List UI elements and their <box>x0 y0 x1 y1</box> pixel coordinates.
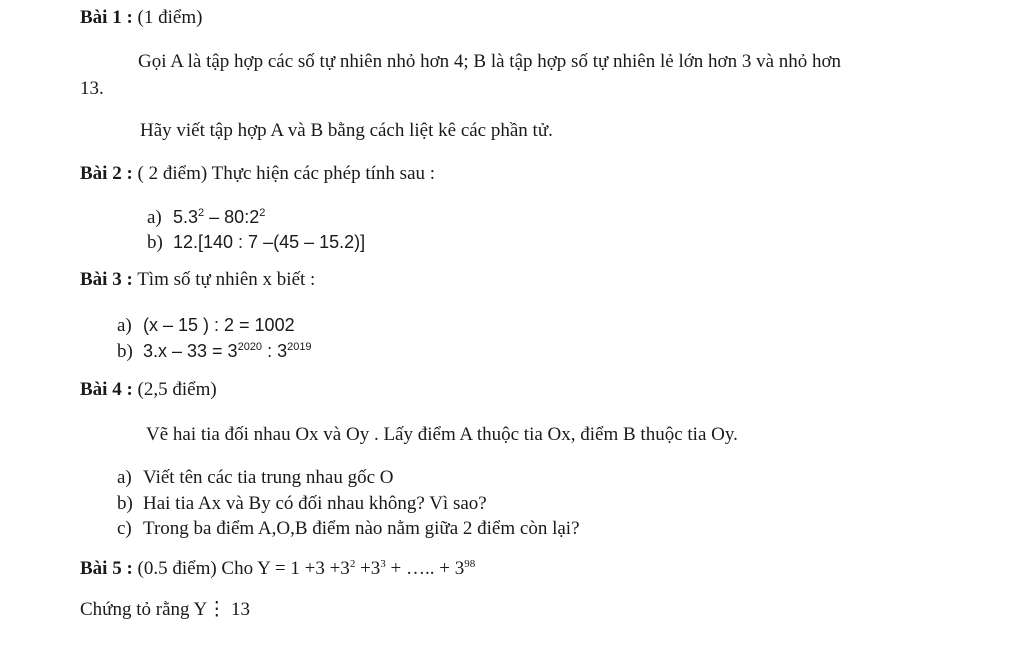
expr-part: 5.3 <box>173 207 199 227</box>
bai2-title: Bài 2 : <box>80 163 133 184</box>
bai1-paragraph-1-cont: 13. <box>80 78 104 99</box>
bai2-heading <box>80 164 435 183</box>
bai3-item-a <box>117 316 295 335</box>
bai4-description: Vẽ hai tia đối nhau Ox và Oy . Lấy điểm A thuộc tia Ox, điểm B thuộc tia Oy. <box>146 424 738 445</box>
bai4-item-b <box>117 494 487 513</box>
bai4-item-a-label: a) <box>117 467 132 488</box>
expr-part: – 80:2 <box>204 207 260 227</box>
bai3-item-b-label: b) <box>117 341 133 362</box>
expr-part: 3.x – 33 = 3 <box>143 341 238 361</box>
bai4-item-a-text: Viết tên các tia trung nhau gốc O <box>143 467 394 488</box>
exponent: 2 <box>259 207 266 219</box>
bai2-item-a <box>147 208 265 227</box>
bai2-item-b <box>147 233 365 252</box>
bai4-item-c-text: Trong ba điểm A,O,B điểm nào nằm giữa 2 điểm còn lại? <box>143 518 580 539</box>
bai1-title: Bài 1 : <box>80 7 133 28</box>
bai4-item-c <box>117 519 580 538</box>
bai3-title: Bài 3 : <box>80 269 133 290</box>
expr-part: +3 <box>355 558 381 579</box>
bai5-statement <box>138 558 476 579</box>
expr-part: (0.5 điểm) Cho Y = 1 +3 +3 <box>137 558 350 579</box>
bai3-item-a-expr: (x – 15 ) : 2 = 1002 <box>143 315 295 335</box>
exponent: 2019 <box>287 341 312 353</box>
bai2-item-a-label: a) <box>147 207 162 228</box>
bai5-title: Bài 5 : <box>80 558 133 579</box>
bai5-heading <box>80 559 475 578</box>
bai1-heading <box>80 8 202 27</box>
exponent: 2 <box>198 207 205 219</box>
bai4-item-b-text: Hai tia Ax và By có đối nhau không? Vì sao? <box>143 493 487 514</box>
bai2-item-b-label: b) <box>147 232 163 253</box>
exponent: 98 <box>464 558 476 570</box>
bai2-item-b-expr: 12.[140 : 7 –(45 – 15.2)] <box>173 232 366 252</box>
bai4-title: Bài 4 : <box>80 379 133 400</box>
bai4-item-b-label: b) <box>117 493 133 514</box>
exponent: 3 <box>380 558 386 570</box>
expr-part: : 3 <box>262 341 288 361</box>
bai5-proof: Chứng tỏ rằng Y⋮ 13 <box>80 599 251 620</box>
bai2-instruction: ( 2 điểm) Thực hiện các phép tính sau : <box>137 163 436 184</box>
exponent: 2 <box>349 558 356 570</box>
bai3-instruction: Tìm số tự nhiên x biết : <box>137 269 316 290</box>
bai3-item-a-label: a) <box>117 315 132 336</box>
bai4-item-c-label: c) <box>117 518 132 539</box>
bai1-points: (1 điểm) <box>137 7 203 28</box>
bai4-points: (2,5 điểm) <box>137 379 217 400</box>
bai3-item-b-expr <box>143 341 312 361</box>
bai4-item-a <box>117 468 394 487</box>
bai3-item-b <box>117 342 312 361</box>
bai1-paragraph-2: Hãy viết tập hợp A và B bằng cách liệt kê các phần tử. <box>140 120 553 141</box>
bai1-paragraph-1: Gọi A là tập hợp các số tự nhiên nhỏ hơn 4; B là tập hợp số tự nhiên lẻ lớn hơn 3 và nhỏ hơn <box>138 51 842 72</box>
expr-part: + ….. + 3 <box>385 558 465 579</box>
bai4-heading <box>80 380 217 399</box>
bai3-heading <box>80 270 315 289</box>
exponent: 2020 <box>237 341 263 353</box>
bai2-item-a-expr <box>173 207 265 227</box>
